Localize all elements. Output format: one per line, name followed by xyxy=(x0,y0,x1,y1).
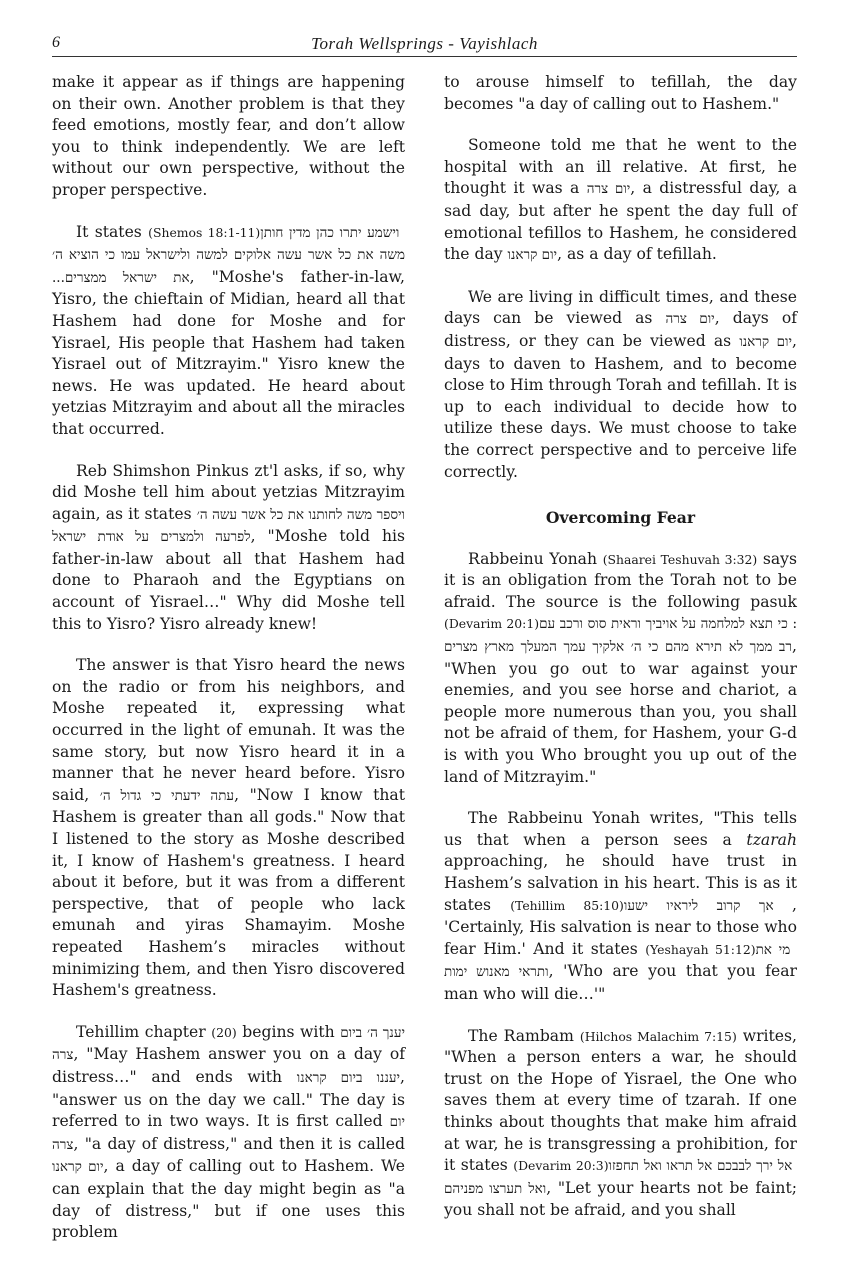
text-run: , a distressful day, a sad day, but after he spent the day full of emotional tefillos to Hashem, he considered the day xyxy=(444,179,797,264)
text-run: It states xyxy=(76,222,149,241)
text-run: , "Moshe told his father-in-law about all that Hashem had done to Pharaoh and the Egyptians on account of Yisrael…" Why did Moshe tell this to Yisro? Yisro already knew! xyxy=(52,527,405,633)
text-run: , 'Certainly, His salvation is near to those who fear Him.' And it states xyxy=(444,895,797,958)
text-run: , days to daven to Hashem, and to become close to Him through Torah and tefillah. It is up to each individual to decide how to utilize these days. We must choose to take the correct perspective and to perceive life correctly. xyxy=(444,331,798,481)
hebrew-quote: יענך ה׳ ביום צרה xyxy=(52,1024,405,1064)
page-header xyxy=(52,32,797,57)
text-run: begins with xyxy=(236,1022,341,1041)
hebrew-quote: יום צרה xyxy=(52,1114,405,1153)
text-run: writes, "When a person enters a war, he should trust on the Hope of Yisrael, the One who saves them at every time of tzarah. If one thinks about thoughts that make him afraid at war, he is transgressing a prohibition, for it states xyxy=(444,1026,797,1175)
citation: (Devarim 20:1) xyxy=(444,616,540,632)
text-run: Reb Shimshon Pinkus zt'l asks, if so, why did Moshe tell him about yetzias Mitzrayim again, as it states xyxy=(52,461,405,523)
text-run: , days of distress, or they can be viewed as xyxy=(444,309,798,350)
page-number: 6 xyxy=(52,34,60,51)
paragraph xyxy=(444,72,797,115)
text-run: make it appear as if things are happening on their own. Another problem is that they feed emotions, mostly fear, and don’t allow you to think independently. We are left without our own perspective, without the proper perspective. xyxy=(52,73,405,199)
paragraph xyxy=(52,655,405,1002)
text-run: , "May Hashem answer you on a day of distress…" and ends with xyxy=(52,1045,405,1086)
text-run: Someone told me that he went to the hospital with an ill relative. At first, he thought it was a xyxy=(444,136,797,198)
citation: (Devarim 20:3) xyxy=(513,1158,609,1174)
text-run: to arouse himself to tefillah, the day becomes "a day of calling out to Hashem." xyxy=(444,73,797,113)
text-run: Tehillim chapter xyxy=(76,1022,212,1041)
text-run: , "a day of distress," and then it is called xyxy=(73,1134,405,1153)
paragraph xyxy=(52,461,405,636)
text-run: , "answer us on the day we call." The day is referred to in two ways. It is first called xyxy=(52,1067,405,1131)
hebrew-quote: יום קראנו xyxy=(739,333,793,350)
emphasis: tzarah xyxy=(746,830,797,849)
hebrew-quote: עתה ידעתי כי גדול ה׳ xyxy=(99,787,235,804)
text-run: , 'Who are you that you fear man who will die…'" xyxy=(444,962,797,1003)
citation: (Hilchos Malachim 7:15) xyxy=(579,1028,737,1044)
running-title: Torah Wellsprings - Vayishlach xyxy=(311,34,538,53)
text-run: The answer is that Yisro heard the news on the radio or from his neighbors, and Moshe repeated it, expressing what occurred in the light of emunah. It was the same story, but now Yisro heard it in a manner that he never heard before. Yisro said, xyxy=(52,656,405,804)
citation: (Shemos 18:1-11) xyxy=(148,224,261,240)
text-run: approaching, he should have trust in Hashem’s salvation in his heart. This is as it states xyxy=(444,852,797,914)
paragraph xyxy=(444,808,797,1005)
text-run: , "When you go out to war against your enemies, and you see horse and chariot, a people more numerous than you, you shall not be afraid of them, for Hashem, your G-d is with you Who brought you up out of the land of Mitzrayim." xyxy=(444,637,797,786)
paragraph xyxy=(52,1022,405,1244)
right-column xyxy=(444,72,797,1242)
text-run: , "Moshe's father-in-law, Yisro, the chieftain of Midian, heard all that Hashem had done for Moshe and for Yisrael, His people that Hashem had taken Yisrael out of Mitzrayim." Yisro knew the news. He was updated. He heard about yetzias Mitzrayim and about all the miracles that occurred. xyxy=(52,267,405,438)
text-run: We are living in difficult times, and these days can be viewed as xyxy=(444,287,797,328)
citation: (Tehillim 85:10) xyxy=(510,897,624,913)
left-column xyxy=(52,72,405,1264)
text-run: The Rabbeinu Yonah writes, "This tells us that when a person sees a xyxy=(444,809,797,849)
hebrew-quote: מי את ותראי מאנוש ימות xyxy=(444,941,798,981)
hebrew-quote: אל ירך לבבכם אל תראו ואל תחפזו ואל תערצו מפניהם xyxy=(444,1158,798,1197)
text-run: , a day of calling out to Hashem. We can explain that the day might begin as "a day of distress," but if one uses this problem xyxy=(52,1157,405,1242)
paragraph xyxy=(444,549,797,789)
citation: (20) xyxy=(211,1024,237,1040)
hebrew-quote: יום קראנו xyxy=(52,1159,104,1176)
citation: (Yeshayah 51:12) xyxy=(645,941,756,957)
hebrew-quote: יום קראנו xyxy=(507,247,558,264)
paragraph xyxy=(52,222,405,441)
paragraph xyxy=(444,135,797,267)
text-run: Rabbeinu Yonah xyxy=(468,549,603,568)
paragraph xyxy=(444,1026,797,1222)
text-run: The Rambam xyxy=(468,1026,580,1045)
section-heading: Overcoming Fear xyxy=(545,508,696,528)
hebrew-quote: וישמע יתרו כהן מדין חותן משה את כל אשר עשה אלוקים למשה ולישראל עמו כי הוציא ה׳ את ישראל ממצרים... xyxy=(52,224,405,286)
hebrew-quote: יעננו ביום קראנו xyxy=(296,1069,401,1086)
text-run: , "Now I know that Hashem is greater than all gods." Now that I listened to the story as Moshe described it, I know of Hashem's greatness. I heard about it before, but it was from a different perspective, that of people who lack emunah and yiras Shamayim. Moshe repeated Hashem’s miracles without minimizing them, and then Yisro discovered Hashem's greatness. xyxy=(52,785,405,1000)
text-run: , as a day of tefillah. xyxy=(557,245,717,264)
text-run: says it is an obligation from the Torah not to be afraid. The source is the following pasuk xyxy=(444,549,797,611)
hebrew-quote: יום צרה xyxy=(586,181,631,198)
hebrew-quote: אך קרוב ליראיו ישעו xyxy=(623,897,793,914)
hebrew-quote: : כי תצא למלחמה על אויביך וראית סוס ורכב עם רב ממך לא תירא מהם כי ה׳ אלקיך עמך המעלך מארץ מצרים xyxy=(444,616,797,656)
paragraph xyxy=(52,72,405,202)
paragraph xyxy=(444,287,797,483)
hebrew-quote: ויספר משה לחותנו את כל אשר עשה ה׳ לפרעה ולמצרים על אודת ישראל xyxy=(52,506,405,546)
citation: (Shaarei Teshuvah 3:32) xyxy=(602,551,758,567)
hebrew-quote: יום צרה xyxy=(665,311,715,328)
text-run: , "Let your hearts not be faint; you shall not be afraid, and you shall xyxy=(444,1178,797,1220)
